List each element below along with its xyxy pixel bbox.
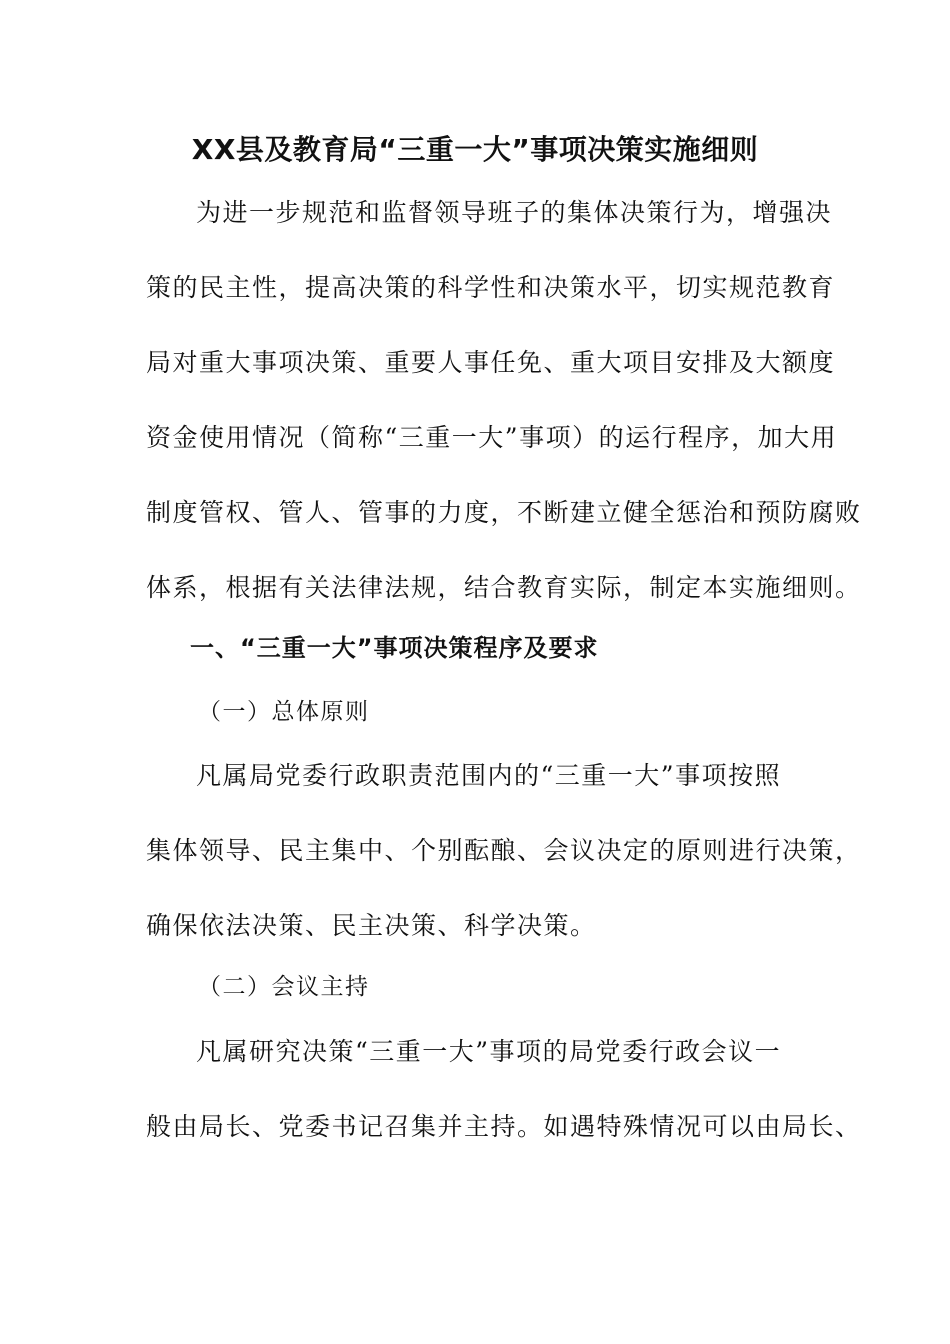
paragraph-line: 凡属局党委行政职责范围内的“三重一大”事项按照 <box>196 761 782 790</box>
subsection-heading: （二）会议主持 <box>198 974 370 1000</box>
paragraph-line: 为进一步规范和监督领导班子的集体决策行为，增强决 <box>196 198 833 227</box>
paragraph-line: 局对重大事项决策、重要人事任免、重大项目安排及大额度 <box>146 348 836 377</box>
section-heading: 一、“三重一大”事项决策程序及要求 <box>190 634 599 662</box>
paragraph-line: 制度管权、管人、管事的力度，不断建立健全惩治和预防腐败 <box>146 498 862 527</box>
subsection-heading: （一）总体原则 <box>198 699 370 725</box>
paragraph-line: 确保依法决策、民主决策、科学决策。 <box>146 911 597 940</box>
paragraph-line: 体系，根据有关法律法规，结合教育实际，制定本实施细则。 <box>146 573 862 602</box>
document-title: XX县及教育局“三重一大”事项决策实施细则 <box>191 133 759 166</box>
paragraph-line: 般由局长、党委书记召集并主持。如遇特殊情况可以由局长、 <box>146 1112 862 1141</box>
paragraph-line: 资金使用情况（简称“三重一大”事项）的运行程序，加大用 <box>146 423 838 452</box>
paragraph-line: 集体领导、民主集中、个别酝酿、会议决定的原则进行决策， <box>146 836 862 865</box>
paragraph-line: 策的民主性，提高决策的科学性和决策水平，切实规范教育 <box>146 273 836 302</box>
paragraph-line: 凡属研究决策“三重一大”事项的局党委行政会议一 <box>196 1037 782 1066</box>
